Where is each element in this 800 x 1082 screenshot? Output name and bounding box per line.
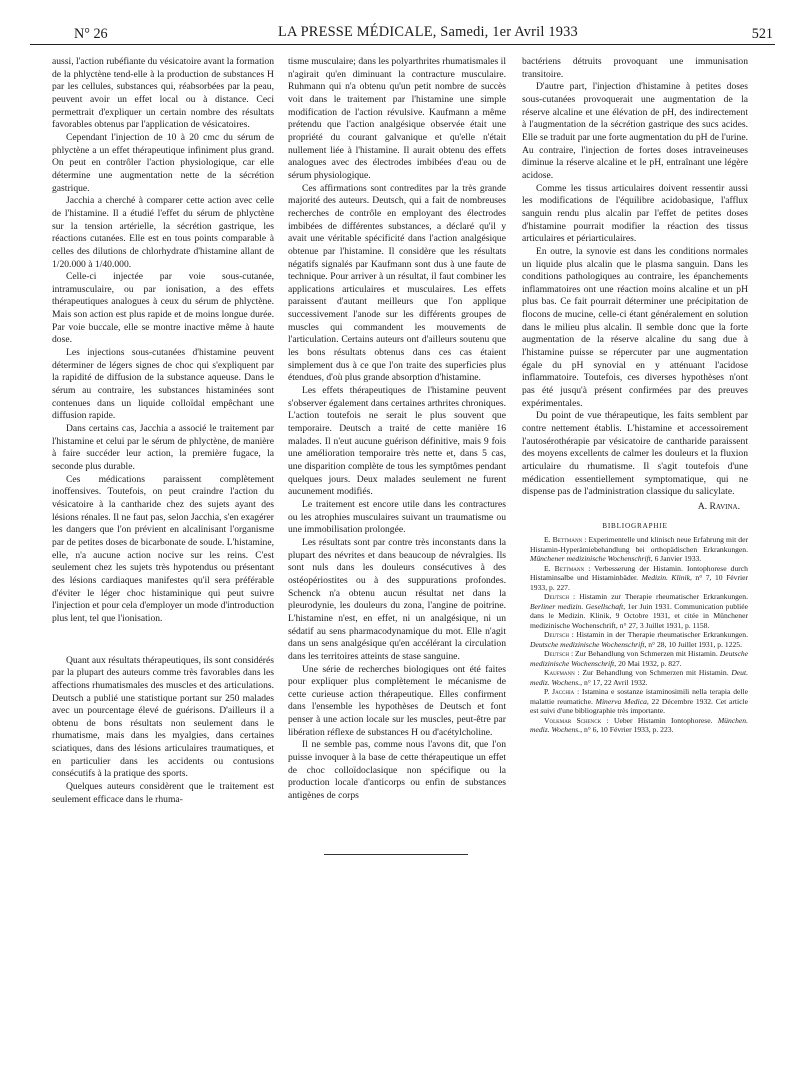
issue-number: N° 26 xyxy=(74,26,108,42)
bib-journal: München. mediz. Wochens. xyxy=(530,715,748,735)
bib-details: , 20 Mai 1932, p. 827. xyxy=(614,658,682,668)
bib-author: P. Jacchia xyxy=(544,687,575,697)
bib-journal: Medizin. Klinik xyxy=(641,573,690,583)
section-gap xyxy=(52,626,274,655)
bib-author: Deutsch xyxy=(544,630,569,640)
paragraph: Ces affirmations sont contredites par la très grande majorité des auteurs. Deutsch, qui a fait de nombreuses recherches de contrôle en employant des électrodes imbibées de différentes substances, a déclaré qu'il y avait une véritable spécificité dans l'action analgésique obtenue par l'histamine. Il considère que les résultats négatifs signalés par Kaufmann sont dus à une faute de technique. Pour arriver à un résultat, il faut combiner les applications articulaires et musculaires. Les effets paraissent d'autant meilleurs que l'on applique successivement l'anode sur les différents groupes de muscles qui commandent les mouvements de l'articulation. Certains auteurs ont d'ailleurs soutenu que les bons résultats obtenus dans ces cas étaient simplement dus à ce que l'on traite des superficies plus étendues, d'où plus grande absorption d'histamine. xyxy=(288,182,506,384)
paragraph: Les injections sous-cutanées d'histamine peuvent déterminer de légers signes de choc qui s'expliquent par la rapidité de diffusion de la substance aqueuse. Dans le sérum au contraire, les substances histaminées sont contenues dans un liquide colloïdal empêchant une diffusion rapide. xyxy=(52,347,274,422)
bib-details: , 1er Juin 1931. Communication publiée dans le Medizin. Klinik, 9 Octobre 1931, et citée in Münchener medizinische Wochenschrift, n° 27, 3 Juillet 1931, p. 1158. xyxy=(530,601,748,630)
paragraph: Le traitement est encore utile dans les contractures ou les atrophies musculaires suivant un traumatisme ou une immobilisation prolongée. xyxy=(288,498,506,536)
column-right xyxy=(522,56,748,735)
bib-title: : Ueber Histamin Iontophorese. xyxy=(601,715,718,725)
paragraph: Les résultats sont par contre très inconstants dans la plupart des névrites et dans beaucoup de névralgies. Ils sont nuls dans les douleurs consécutives à des ostéopériostites ou à des suppurations profondes. Schenck n'a obtenu aucun résultat net dans la pleurodynie, les douleurs du zona, l'angine de poitrine. L'histamine n'est, en effet, ni un analgésique, ni un sédatif au sens pharmacodynamique du mot. Elle n'agit dans un sens analgésique qu'en accélérant la circulation dans les territoires atteints de stase sanguine. xyxy=(288,536,506,662)
bib-title: : Histamin zur Therapie rheumatischer Erkrankungen. xyxy=(568,592,748,602)
column-left xyxy=(52,56,274,806)
paragraph: Dans certains cas, Jacchia a associé le traitement par l'histamine et celui par le sérum de phlyctène, de manière à faire succéder leur action, la première fugace, la seconde plus durable. xyxy=(52,423,274,472)
paragraph: Cependant l'injection de 10 à 20 cmc du sérum de phlyctène a un effet thérapeutique infiniment plus grand. On peut en contrôler l'action physiologique, car elle détermine une augmentation nette de la sécrétion gastrique. xyxy=(52,131,274,194)
author-signature: A. Ravina. xyxy=(697,500,740,512)
bibliography-list xyxy=(522,535,748,735)
bib-journal: Münchener medizinische Wochenschrift xyxy=(530,554,651,564)
bib-author: Kaufmann xyxy=(544,668,575,678)
bib-journal: Deut. mediz. Wochens. xyxy=(530,668,748,687)
bibliography-entry xyxy=(522,687,748,716)
bibliography-entry xyxy=(522,535,748,564)
paragraph: D'autre part, l'injection d'histamine à petites doses sous-cutanées provoquerait une augmentation de la réserve alcaline et une élévation de pH, des indirectement à l'augmentation de la sécrétion gastrique des sucs acides. Elle se traduit par une forte augmentation du pH de l'urine. Au contraire, l'injection de fortes doses intraveineuses diminue la réserve alcaline et le pH, entraînant une légère acidose. xyxy=(522,81,748,181)
paragraph: Quelques auteurs considèrent que le traitement est seulement efficace dans le rhuma- xyxy=(52,781,274,805)
paragraph: bactériens détruits provoquant une immunisation transitoire. xyxy=(522,56,748,80)
bibliography-entry xyxy=(522,592,748,630)
bibliography-entry xyxy=(522,630,748,649)
paragraph: aussi, l'action rubéfiante du vésicatoire avant la formation de la phlyctène tend-elle à la production de substances H par les cellules, substances qui, réabsorbées par la peau, peuvent avoir un effet local ou à distance. Ceci permettrait d'expliquer un certain nombre des résultats favorables obtenus par l'application de vésicatoires. xyxy=(52,56,274,131)
end-rule xyxy=(324,854,468,855)
paragraph: Comme les tissus articulaires doivent ressentir aussi les modifications de l'équilibre acidobasique, l'afflux sanguin rendu plus alcalin par l'effet de petites doses d'histamine pourrait modifier la réaction des tissus articulaires et périarticulaires. xyxy=(522,182,748,245)
bib-title: : Zur Behandlung von Schmerzen mit Histamin. xyxy=(574,668,732,678)
paragraph: Du point de vue thérapeutique, les faits semblent par contre nettement établis. L'histamine et accessoirement l'autosérothérapie par vésicatoire de cantharide paraissent des moyens excellents de calmer les douleurs et la fluxion articulaire du rhumatisme. Il s'agit toutefois d'une médication essentiellement symptomatique, qui ne dispense pas de l'administration classique du salicylate. xyxy=(522,410,748,498)
bibliography-entry xyxy=(522,716,748,735)
bib-author: Deutsch xyxy=(544,649,569,659)
journal-title: LA PRESSE MÉDICALE, Samedi, 1er Avril 1933 xyxy=(278,24,578,40)
bib-title: : Verbesserung der Histamin. Iontophorese durch Histaminsalbe und Histaminbäder. xyxy=(530,563,748,583)
bib-title: : Experimentelle und klinisch neue Erfahrung mit der Histamin-Hyperämiebehandlung bei orthopädischen Erkrankungen. xyxy=(530,535,748,554)
page-number: 521 xyxy=(751,26,773,42)
running-header xyxy=(30,22,775,45)
bib-author: Volkmar Schenck xyxy=(544,715,602,725)
bib-details: , n° 28, 10 Juillet 1931, p. 1225. xyxy=(644,639,742,649)
paragraph: Celle-ci injectée par voie sous-cutanée, intramusculaire, ou par ionisation, a des effets thérapeutiques analogues à ceux du sérum de phlyctène. Mais son action est plus rapide et de moins longue durée. Par voie buccale, elle se montre inactive même à haute dose. xyxy=(52,271,274,346)
bib-details: , n° 17, 22 Avril 1932. xyxy=(580,677,648,687)
bibliography-entry xyxy=(522,668,748,687)
bib-title: : Histamin in der Therapie rheumatischer Erkrankungen. xyxy=(568,630,748,640)
bib-journal: Deutsche medizinische Wochenschrift xyxy=(530,649,748,668)
bib-details: , n° 7, 10 Février 1933, p. 227. xyxy=(530,573,748,592)
column-middle xyxy=(288,56,506,803)
paragraph: Une série de recherches biologiques ont été faites pour expliquer plus complètement le mécanisme de cette curieuse action thérapeutique. Elles confirment dans l'ensemble les hypothèses de Deutsch et font penser à une action locale sur les muscles, peut-être par libération réflexe de substances H ou d'acétylcholine. xyxy=(288,663,506,738)
bib-author: E. Bettmann xyxy=(544,563,585,573)
paragraph: Quant aux résultats thérapeutiques, ils sont considérés par la plupart des auteurs comme très favorables dans les affections rhumatismales des muscles et des articulations. Deutsch a publié une statistique portant sur 250 malades avec un pourcentage élevé de guérisons. D'ailleurs il a obtenu de bons résultats non seulement dans le rhumatisme, mais dans les myalgies, dans certaines sciatiques, dans des lésions articulaires traumatiques, et en particulier dans les accidents ou contusions consécutifs à la pratique des sports. xyxy=(52,654,274,780)
bib-title: : Zur Behandlung von Schmerzen mit Histamin. xyxy=(568,649,720,659)
bibliography-heading: BIBLIOGRAPHIE xyxy=(602,521,668,530)
paragraph: En outre, la synovie est dans les conditions normales un liquide plus alcalin que le plasma sanguin. Dans les conditions pathologiques au contraire, les épanchements inflammatoires ont une réaction moins alcaline et un pH plus bas. Ce fait pourrait déterminer une précipitation de flocons de mucine, celle-ci étant généralement en solution dans le milieu plus alcalin. Il semble donc que la forte augmentation de la réserve alcaline du sang due à l'histamine puisse se répercuter par une augmentation égale du pH synovial en y atténuant l'acidose inflammatoire. Toutefois, ces diverses hypothèses n'ont pas été jusqu'à présent confirmées par des preuves expérimentales. xyxy=(522,245,748,409)
bib-author: E. Bettmann xyxy=(544,535,583,545)
paragraph: Il ne semble pas, comme nous l'avons dit, que l'on puisse invoquer à la base de cette thérapeutique un effet de choc colloïdoclasique non spécifique ou la production locale d'anticorps ou enfin de substances antigènes de corps xyxy=(288,739,506,802)
bib-details: , 6 Janvier 1933. xyxy=(650,554,702,564)
bib-journal: Berliner medizin. Gesellschaft xyxy=(530,601,624,611)
paragraph: Ces médications paraissent complètement inoffensives. Toutefois, on peut craindre l'action du vésicatoire à la cantharide chez des sujets ayant des lésions rénales. Il ne faut pas, selon Jacchia, s'en exagérer les dangers que l'on prévient en alcalinisant l'organisme par de petites doses de bicarbonate de soude. L'histamine, elle, n'a aucune action nocive sur les reins. C'est seulement chez les sujets très hypotendus ou présentant des lésions cardiaques manifestes qu'il sera préférable d'éviter le léger choc histaminique qui peut suivre l'injection et pour cela d'employer un mode d'introduction plus lent, tel que l'ionisation. xyxy=(52,473,274,624)
bib-details: , 22 Décembre 1932. Cet article est suivi d'une bibliographie très importante. xyxy=(530,696,748,716)
bib-journal: Minerva Medica xyxy=(595,696,647,706)
bib-journal: Deutsche medizinische Wochenschrift xyxy=(530,639,645,649)
paragraph: Jacchia a cherché à comparer cette action avec celle de l'histamine. Il a étudié l'effet du sérum de phlyctène sur la tension artérielle, la sécrétion gastrique, les réactions cutanées. Elle est en tous points comparable à celles des dilutions de chlorhydrate d'histamine allant de 1/20.000 à 1/40.000. xyxy=(52,195,274,270)
bibliography-entry xyxy=(522,564,748,593)
bib-title: : Istamina e sostanze istaminosimili nella terapia delle malattie reumatiche. xyxy=(530,687,748,706)
bibliography-entry xyxy=(522,649,748,668)
bib-details: , n° 6, 10 Février 1933, p. 223. xyxy=(580,725,674,735)
paragraph: Les effets thérapeutiques de l'histamine peuvent s'observer également dans certaines arthrites chroniques. L'action toutefois ne serait le plus souvent que temporaire. Deutsch a traité de cette manière 16 malades. Il n'eut aucune guérison définitive, mais 9 fois une amélioration temporaire très nette et, dans 5 cas, une disparition complète de tous les symptômes pendant quelques jours. Deux malades seulement ne furent aucunement modifiés. xyxy=(288,385,506,498)
bib-author: Deutsch xyxy=(544,592,569,602)
paragraph: tisme musculaire; dans les polyarthrites rhumatismales il n'agirait qu'en diminuant la contracture musculaire. Ruhmann qui n'a obtenu qu'un petit nombre de succès voit dans le traitement par l'histamine une simple modification de l'action révulsive. Kaufmann a même prétendu que l'action analgésique observée était une propriété du courant galvanique et qu'elle n'était nullement liée à l'histamine. Il aurait obtenu des effets analogues avec des électrodes imbibées d'eau ou de sérum physiologique. xyxy=(288,56,506,181)
